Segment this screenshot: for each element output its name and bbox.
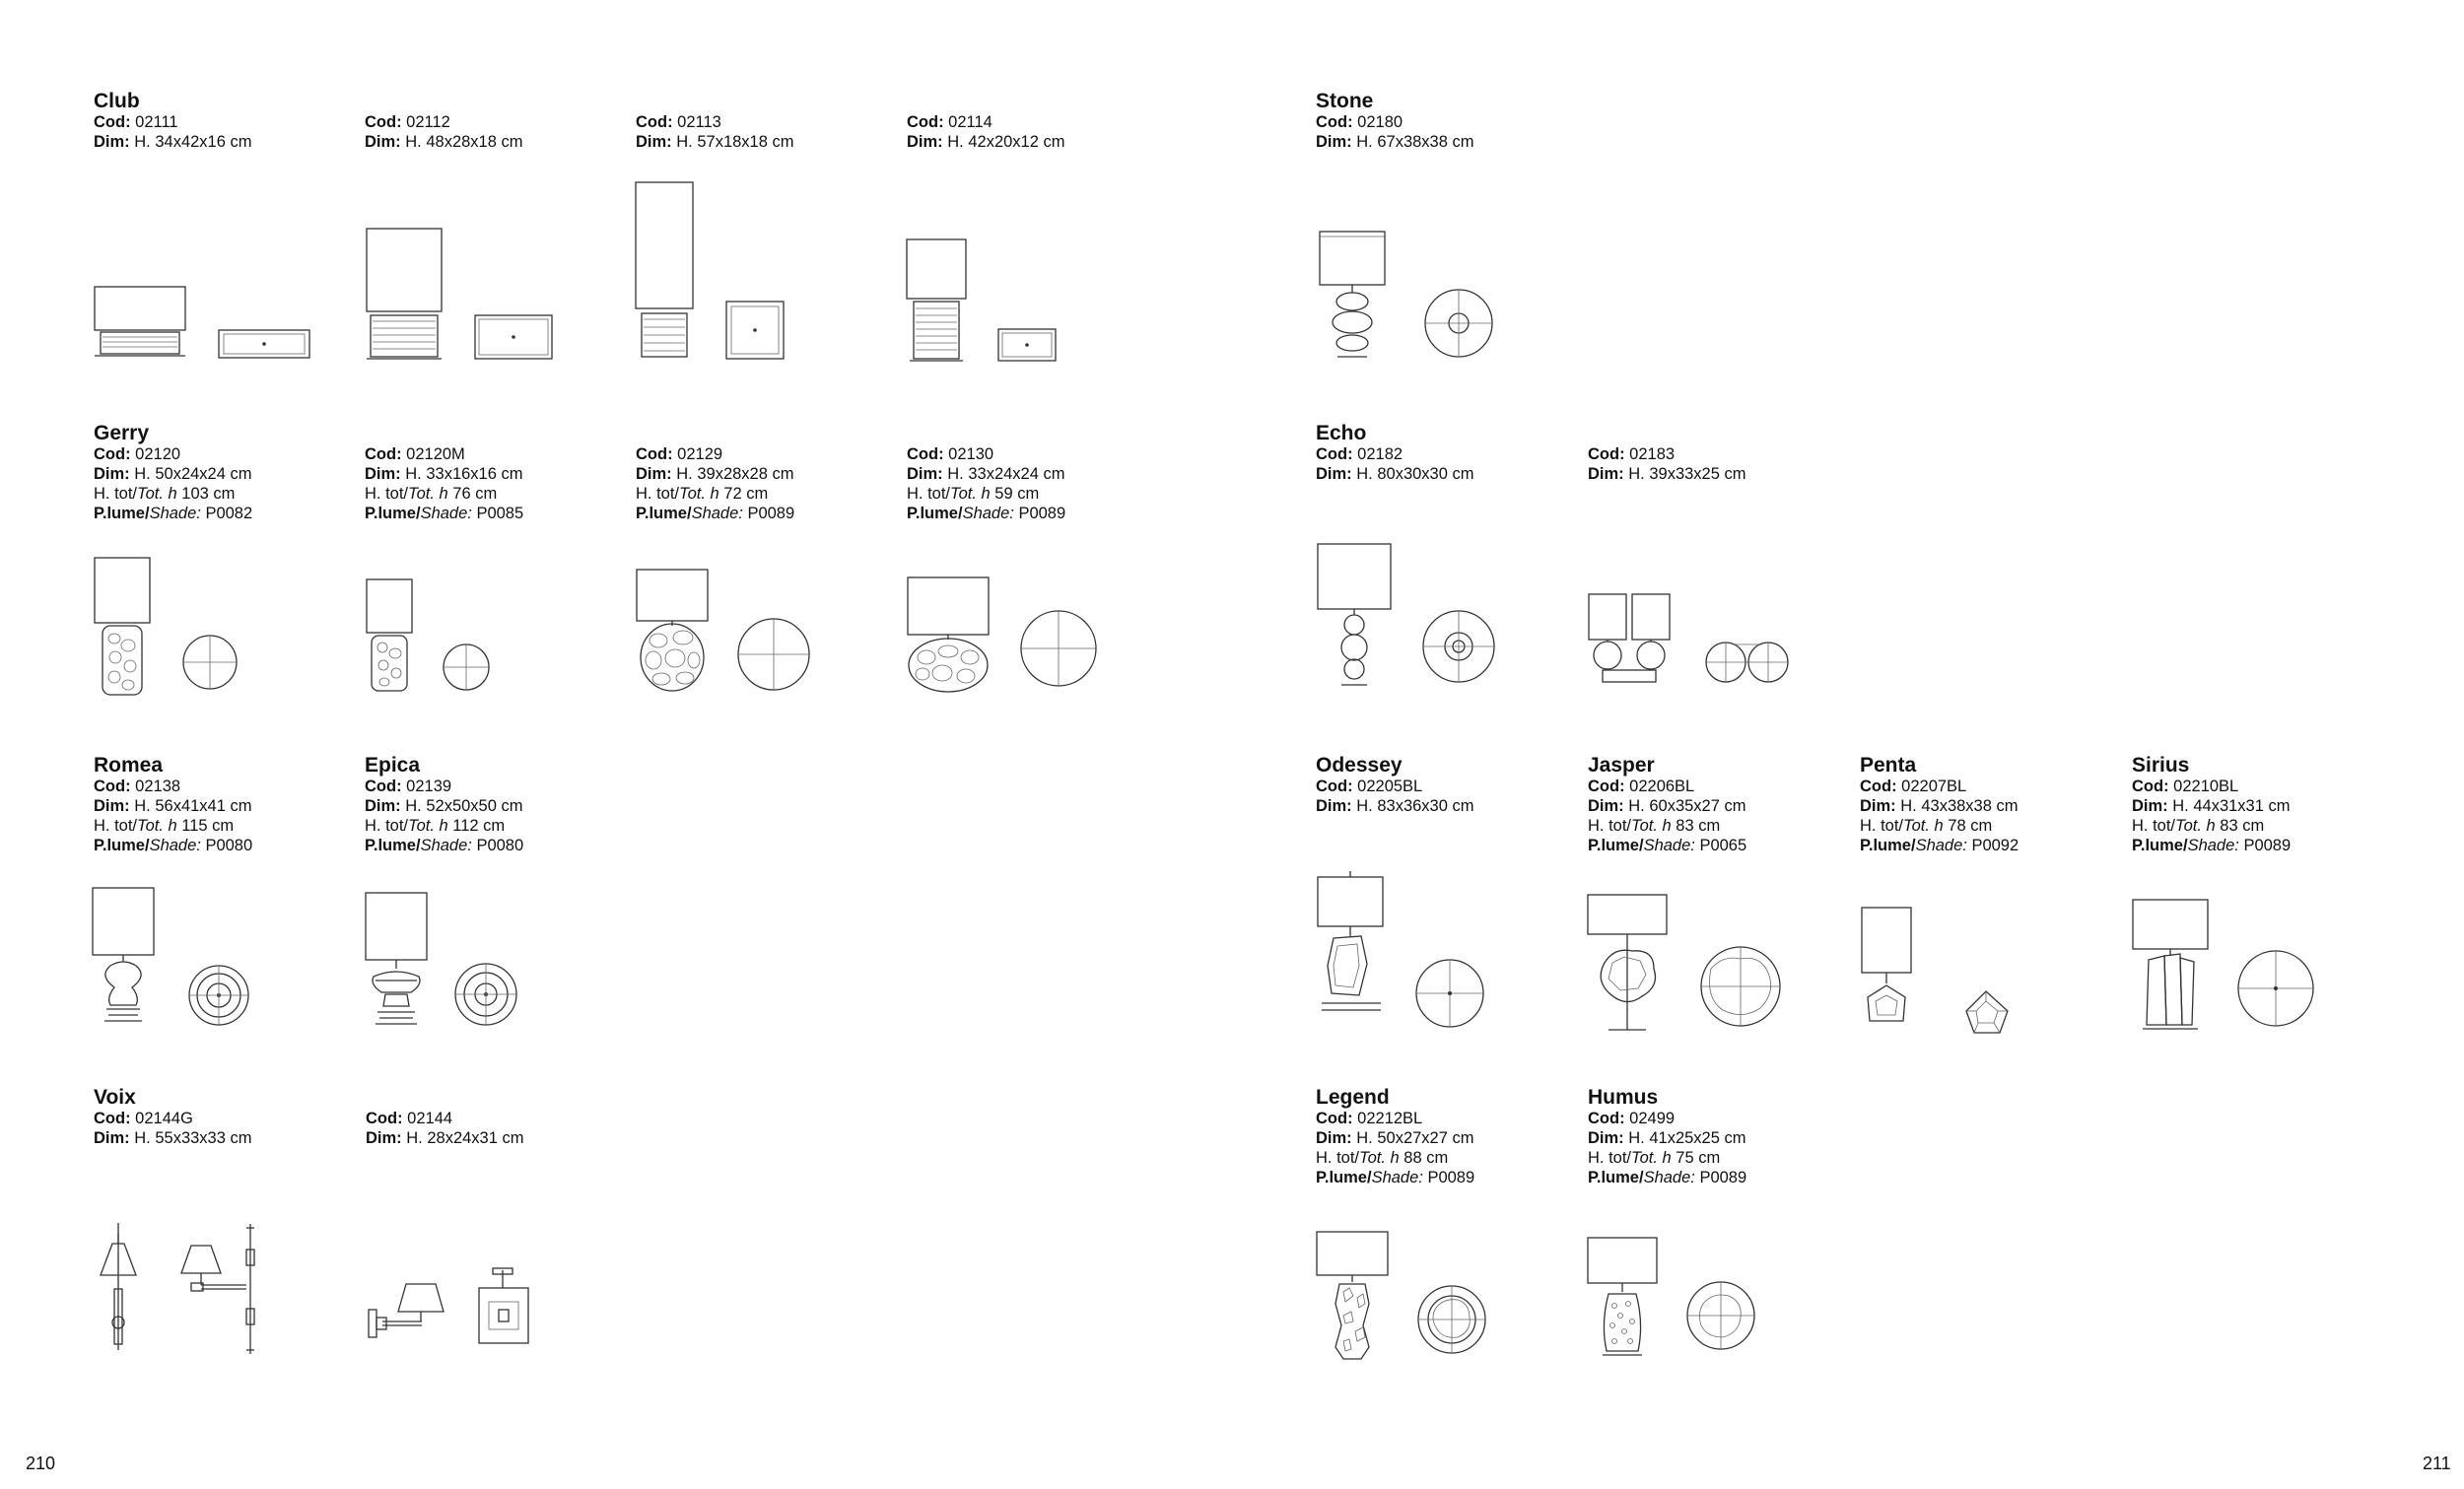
product-name: Stone: [1316, 90, 1374, 112]
product-total-height: H. tot/Tot. h 103 cm: [94, 485, 236, 503]
product-total-height: H. tot/Tot. h 59 cm: [907, 485, 1040, 503]
gerry-lamp-02-drawing: [363, 576, 501, 700]
stone-lamp-drawing: [1316, 229, 1503, 367]
product-code: Cod: 02111: [94, 113, 178, 131]
product-name: Gerry: [94, 422, 150, 444]
product-code: Cod: 02144G: [94, 1110, 193, 1127]
product-code: Cod: 02120: [94, 445, 181, 463]
product-legend-02212BL: [1316, 1087, 1582, 1187]
product-name: Jasper: [1588, 754, 1655, 777]
voix-wall-lamp-01-drawing: [89, 1220, 286, 1358]
product-code: Cod: 02113: [636, 113, 721, 131]
product-dimensions: Dim: H. 34x42x16 cm: [94, 133, 252, 151]
page-number-right: 211: [2423, 1454, 2451, 1473]
product-total-height: H. tot/Tot. h 88 cm: [1316, 1149, 1449, 1167]
product-total-height: H. tot/Tot. h 83 cm: [1588, 817, 1721, 835]
product-dimensions: Dim: H. 56x41x41 cm: [94, 797, 252, 815]
product-dimensions: Dim: H. 33x16x16 cm: [365, 465, 523, 483]
echo-lamp-01-drawing: [1314, 541, 1501, 699]
product-name: [636, 423, 902, 444]
club-lamp-03-drawing: [633, 179, 800, 367]
product-total-height: H. tot/Tot. h 78 cm: [1860, 817, 1993, 835]
romea-lamp-drawing: [89, 885, 256, 1033]
product-code: Cod: 02182: [1316, 445, 1403, 463]
product-dimensions: Dim: H. 52x50x50 cm: [365, 797, 523, 815]
product-epica-02139: [365, 755, 631, 855]
product-dimensions: Dim: H. 50x24x24 cm: [94, 465, 252, 483]
product-dimensions: Dim: H. 41x25x25 cm: [1588, 1129, 1746, 1147]
product-code: Cod: 02183: [1588, 445, 1676, 463]
product-code: Cod: 02144: [366, 1110, 453, 1127]
page-number-left: 210: [26, 1454, 56, 1473]
product-name: Voix: [94, 1086, 136, 1109]
club-lamp-02-drawing: [363, 225, 580, 368]
product-code: Cod: 02114: [907, 113, 992, 131]
epica-lamp-drawing: [362, 890, 534, 1033]
gerry-lamp-04-drawing: [905, 575, 1102, 698]
product-code: Cod: 02207BL: [1860, 778, 1967, 795]
echo-lamp-02-drawing: [1585, 591, 1807, 700]
product-code: Cod: 02130: [907, 445, 994, 463]
product-total-height: H. tot/Tot. h 75 cm: [1588, 1149, 1721, 1167]
product-dimensions: Dim: H. 80x30x30 cm: [1316, 465, 1474, 483]
product-dimensions: Dim: H. 28x24x31 cm: [366, 1129, 524, 1147]
product-sirius-02210BL: [2132, 755, 2398, 855]
gerry-lamp-01-drawing: [91, 555, 248, 703]
product-dimensions: Dim: H. 43x38x38 cm: [1860, 797, 2019, 815]
product-shade: P.lume/Shade: P0089: [1316, 1169, 1475, 1186]
product-humus-02499: [1588, 1087, 1854, 1187]
product-odessey-02205BL: [1316, 755, 1582, 816]
product-name: Epica: [365, 754, 421, 777]
product-dimensions: Dim: H. 33x24x24 cm: [907, 465, 1065, 483]
product-dimensions: Dim: H. 60x35x27 cm: [1588, 797, 1746, 815]
product-code: Cod: 02129: [636, 445, 723, 463]
product-echo-02183: [1588, 423, 1854, 484]
product-name: Club: [94, 90, 140, 112]
product-dimensions: Dim: H. 39x28x28 cm: [636, 465, 794, 483]
product-code: Cod: 02138: [94, 778, 181, 795]
product-total-height: H. tot/Tot. h 112 cm: [365, 817, 506, 835]
product-shade: P.lume/Shade: P0080: [94, 837, 253, 854]
product-shade: P.lume/Shade: P0092: [1860, 837, 2019, 854]
product-shade: P.lume/Shade: P0080: [365, 837, 524, 854]
product-total-height: H. tot/Tot. h 76 cm: [365, 485, 498, 503]
product-code: Cod: 02120M: [365, 445, 465, 463]
product-name: [365, 423, 631, 444]
product-code: Cod: 02212BL: [1316, 1110, 1423, 1127]
club-lamp-01-drawing: [89, 281, 325, 370]
product-code: Cod: 02139: [365, 778, 452, 795]
product-name: [907, 423, 1173, 444]
product-name: Penta: [1860, 754, 1917, 777]
product-name: Sirius: [2132, 754, 2190, 777]
product-shade: P.lume/Shade: P0082: [94, 505, 253, 522]
odessey-lamp-drawing: [1314, 867, 1491, 1035]
product-name: Legend: [1316, 1086, 1390, 1109]
product-voix-02144: [366, 1087, 632, 1148]
product-shade: P.lume/Shade: P0089: [2132, 837, 2292, 854]
product-code: Cod: 02205BL: [1316, 778, 1423, 795]
product-gerry-02120: [94, 423, 360, 523]
product-code: Cod: 02499: [1588, 1110, 1676, 1127]
product-shade: P.lume/Shade: P0089: [636, 505, 795, 522]
product-dimensions: Dim: H. 57x18x18 cm: [636, 133, 794, 151]
voix-wall-lamp-02-drawing: [363, 1266, 540, 1360]
product-dimensions: Dim: H. 50x27x27 cm: [1316, 1129, 1474, 1147]
product-name: Humus: [1588, 1086, 1659, 1109]
product-total-height: H. tot/Tot. h 115 cm: [94, 817, 235, 835]
product-name: Odessey: [1316, 754, 1403, 777]
product-dimensions: Dim: H. 48x28x18 cm: [365, 133, 523, 151]
product-jasper-02206BL: [1588, 755, 1854, 855]
product-name: [907, 91, 1173, 112]
product-dimensions: Dim: H. 39x33x25 cm: [1588, 465, 1746, 483]
product-club-02111: [94, 91, 360, 152]
product-name: [1588, 423, 1854, 444]
product-name: Echo: [1316, 422, 1367, 444]
product-shade: P.lume/Shade: P0089: [907, 505, 1066, 522]
product-gerry-02120M: [365, 423, 631, 523]
product-total-height: H. tot/Tot. h 83 cm: [2132, 817, 2265, 835]
product-club-02112: [365, 91, 631, 152]
product-code: Cod: 02210BL: [2132, 778, 2239, 795]
product-dimensions: Dim: H. 83x36x30 cm: [1316, 797, 1474, 815]
product-shade: P.lume/Shade: P0085: [365, 505, 524, 522]
product-club-02114: [907, 91, 1173, 152]
gerry-lamp-03-drawing: [634, 567, 821, 700]
product-stone-02180: [1316, 91, 1582, 152]
sirius-lamp-drawing: [2129, 897, 2326, 1035]
product-echo-02182: [1316, 423, 1582, 484]
product-dimensions: Dim: H. 55x33x33 cm: [94, 1129, 252, 1147]
product-code: Cod: 02180: [1316, 113, 1403, 131]
humus-lamp-drawing: [1585, 1235, 1772, 1363]
club-lamp-04-drawing: [904, 237, 1061, 370]
product-total-height: H. tot/Tot. h 72 cm: [636, 485, 769, 503]
product-dimensions: Dim: H. 67x38x38 cm: [1316, 133, 1474, 151]
product-voix-02144G: [94, 1087, 360, 1148]
jasper-lamp-drawing: [1585, 892, 1787, 1035]
product-club-02113: [636, 91, 902, 152]
legend-lamp-drawing: [1314, 1229, 1501, 1362]
penta-lamp-drawing: [1858, 905, 2040, 1033]
product-gerry-02129: [636, 423, 902, 523]
product-dimensions: Dim: H. 42x20x12 cm: [907, 133, 1065, 151]
product-name: [636, 91, 902, 112]
product-penta-02207BL: [1860, 755, 2126, 855]
product-gerry-02130: [907, 423, 1173, 523]
product-name: Romea: [94, 754, 164, 777]
product-code: Cod: 02206BL: [1588, 778, 1695, 795]
product-romea-02138: [94, 755, 360, 855]
product-code: Cod: 02112: [365, 113, 450, 131]
product-shade: P.lume/Shade: P0065: [1588, 837, 1747, 854]
product-name: [365, 91, 631, 112]
product-name: [366, 1087, 632, 1109]
product-dimensions: Dim: H. 44x31x31 cm: [2132, 797, 2291, 815]
product-shade: P.lume/Shade: P0089: [1588, 1169, 1747, 1186]
